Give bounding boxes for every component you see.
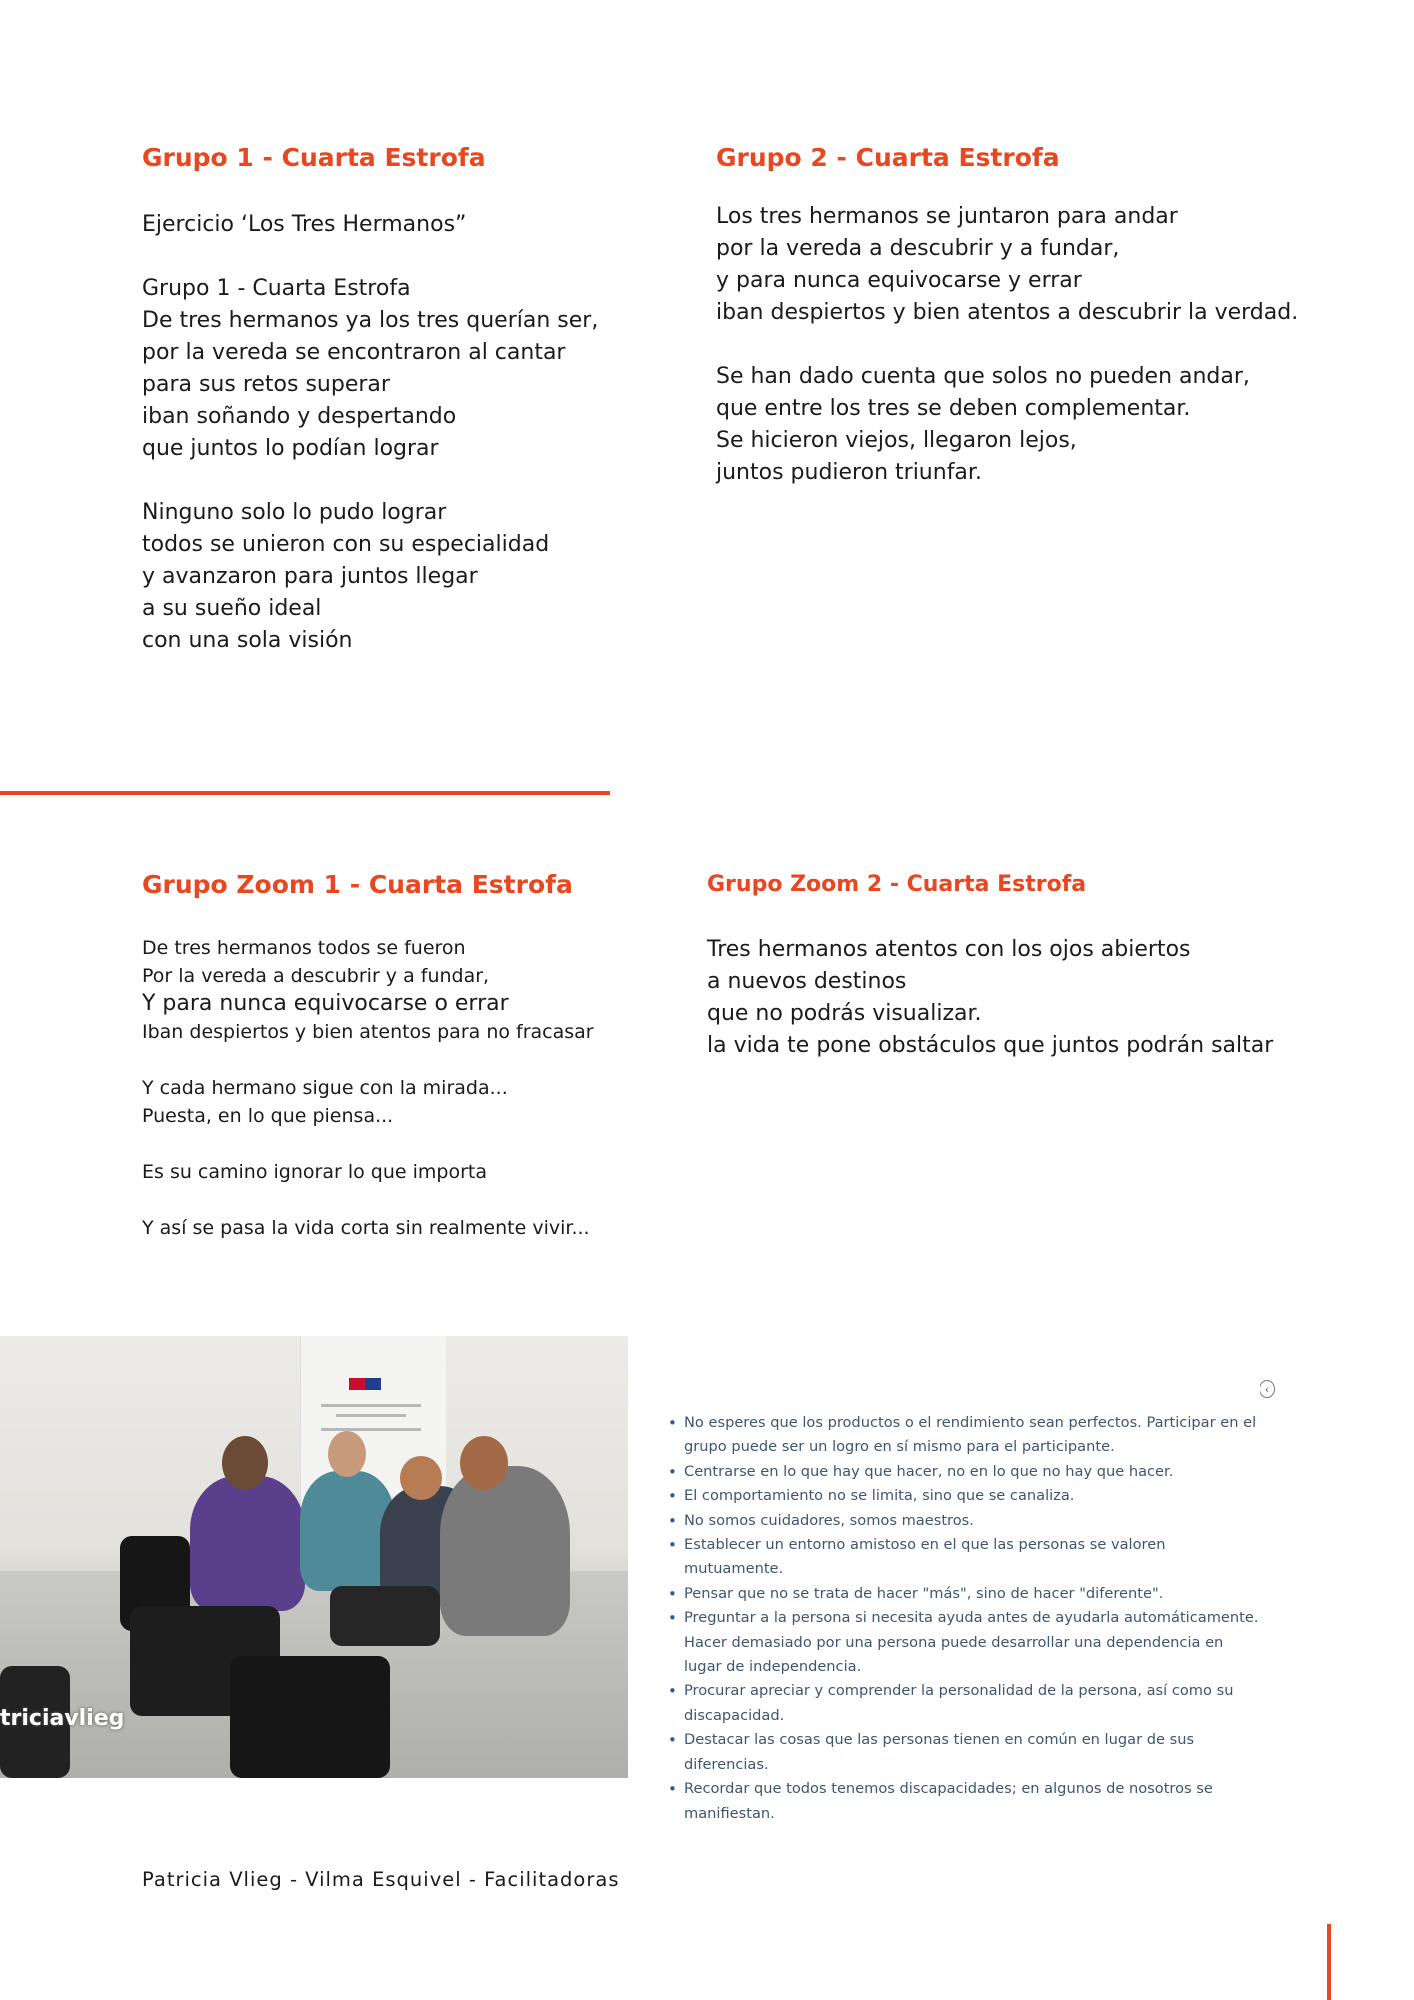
zoom2-poem [707, 934, 1357, 1062]
zoom1-block [142, 934, 612, 1046]
flag-icon [349, 1378, 365, 1390]
list-item: • El comportamiento no se limita, sino que se canaliza. [668, 1484, 1260, 1508]
grupo1-block [142, 497, 612, 657]
poem-line: que entre los tres se deben complementar. [716, 396, 1191, 421]
poem-line: Tres hermanos atentos con los ojos abiertos [707, 937, 1191, 962]
list-item: • Recordar que todos tenemos discapacidades; en algunos de nosotros se manifiestan. [668, 1777, 1260, 1826]
poem-line: Y así se pasa la vida corta sin realmente vivir... [142, 1217, 590, 1239]
poem-line: Y cada hermano sigue con la mirada... [142, 1077, 508, 1099]
chair [230, 1656, 390, 1778]
poem-line: la vida te pone obstáculos que juntos podrán saltar [707, 1033, 1274, 1058]
zoom1-block [142, 1214, 612, 1242]
grupo2-block [716, 201, 1366, 329]
photo-watermark: triciavlieg [0, 1706, 125, 1731]
poem-line: Grupo 1 - Cuarta Estrofa [142, 276, 411, 301]
poem-line: que juntos lo podían lograr [142, 436, 439, 461]
poem-line: iban soñando y despertando [142, 404, 457, 429]
person [440, 1466, 570, 1636]
zoom1-block [142, 1158, 612, 1186]
poem-line: Ninguno solo lo pudo lograr [142, 500, 447, 525]
grupo1-block [142, 209, 612, 241]
poem-line: Puesta, en lo que piensa... [142, 1105, 394, 1127]
tips-list [668, 1411, 1260, 1826]
poem-line: Se han dado cuenta que solos no pueden andar, [716, 364, 1250, 389]
poem-line: Ejercicio ‘Los Tres Hermanos” [142, 212, 467, 237]
section-divider [0, 791, 610, 795]
zoom2-heading: Grupo Zoom 2 - Cuarta Estrofa [707, 872, 1087, 897]
poem-line: para sus retos superar [142, 372, 390, 397]
grupo1-heading: Grupo 1 - Cuarta Estrofa [142, 143, 486, 172]
poem-line: Iban despiertos y bien atentos para no fracasar [142, 1021, 594, 1043]
group-photo [0, 1336, 628, 1778]
poem-line: iban despiertos y bien atentos a descubrir la verdad. [716, 300, 1299, 325]
list-item: • Preguntar a la persona si necesita ayuda antes de ayudarla automáticamente. Hacer demasiado por una persona puede desarrollar una dependencia en lugar de independencia. [668, 1606, 1260, 1679]
zoom2-block [707, 934, 1357, 1062]
poem-line: Y para nunca equivocarse o errar [142, 991, 509, 1016]
poem-line: y avanzaron para juntos llegar [142, 564, 478, 589]
list-item: • Pensar que no se trata de hacer "más", sino de hacer "diferente". [668, 1582, 1260, 1606]
list-item: • No esperes que los productos o el rendimiento sean perfectos. Participar en el grupo puede ser un logro en sí mismo para el participante. [668, 1411, 1260, 1460]
poem-line: y para nunca equivocarse y errar [716, 268, 1082, 293]
poem-line: a nuevos destinos [707, 969, 907, 994]
list-item: • Centrarse en lo que hay que hacer, no en lo que no hay que hacer. [668, 1460, 1260, 1484]
poem-line: por la vereda a descubrir y a fundar, [716, 236, 1120, 261]
poem-line: De tres hermanos todos se fueron [142, 937, 466, 959]
poem-line: juntos pudieron triunfar. [716, 460, 982, 485]
poem-line: por la vereda se encontraron al cantar [142, 340, 566, 365]
chair [330, 1586, 440, 1646]
poem-line: De tres hermanos ya los tres querían ser, [142, 308, 599, 333]
person [190, 1476, 305, 1611]
grupo1-block [142, 273, 612, 465]
zoom1-heading: Grupo Zoom 1 - Cuarta Estrofa [142, 870, 573, 899]
poem-line: con una sola visión [142, 628, 353, 653]
tips-panel [660, 1366, 1260, 1822]
zoom1-block [142, 1074, 612, 1130]
grupo2-poem [716, 201, 1366, 489]
grupo2-heading: Grupo 2 - Cuarta Estrofa [716, 143, 1060, 172]
poem-line: a su sueño ideal [142, 596, 322, 621]
corner-accent-line [1327, 1924, 1331, 2000]
poem-line: Es su camino ignorar lo que importa [142, 1161, 487, 1183]
poem-line: todos se unieron con su especialidad [142, 532, 550, 557]
list-item: • Establecer un entorno amistoso en el que las personas se valoren mutuamente. [668, 1533, 1260, 1582]
poem-line: Se hicieron viejos, llegaron lejos, [716, 428, 1077, 453]
poem-line: Por la vereda a descubrir y a fundar, [142, 965, 490, 987]
list-item: • No somos cuidadores, somos maestros. [668, 1509, 1260, 1533]
zoom1-poem [142, 934, 612, 1242]
list-item: • Procurar apreciar y comprender la personalidad de la persona, así como su discapacidad. [668, 1679, 1260, 1728]
footer-credits: Patricia Vlieg - Vilma Esquivel - Facilitadoras [142, 1868, 620, 1891]
chevron-left-icon[interactable]: ‹ [1259, 1380, 1275, 1398]
grupo1-poem [142, 209, 612, 657]
poem-line: que no podrás visualizar. [707, 1001, 982, 1026]
grupo2-block [716, 361, 1366, 489]
list-item: • Destacar las cosas que las personas tienen en común en lugar de sus diferencias. [668, 1728, 1260, 1777]
poem-line: Los tres hermanos se juntaron para andar [716, 204, 1178, 229]
